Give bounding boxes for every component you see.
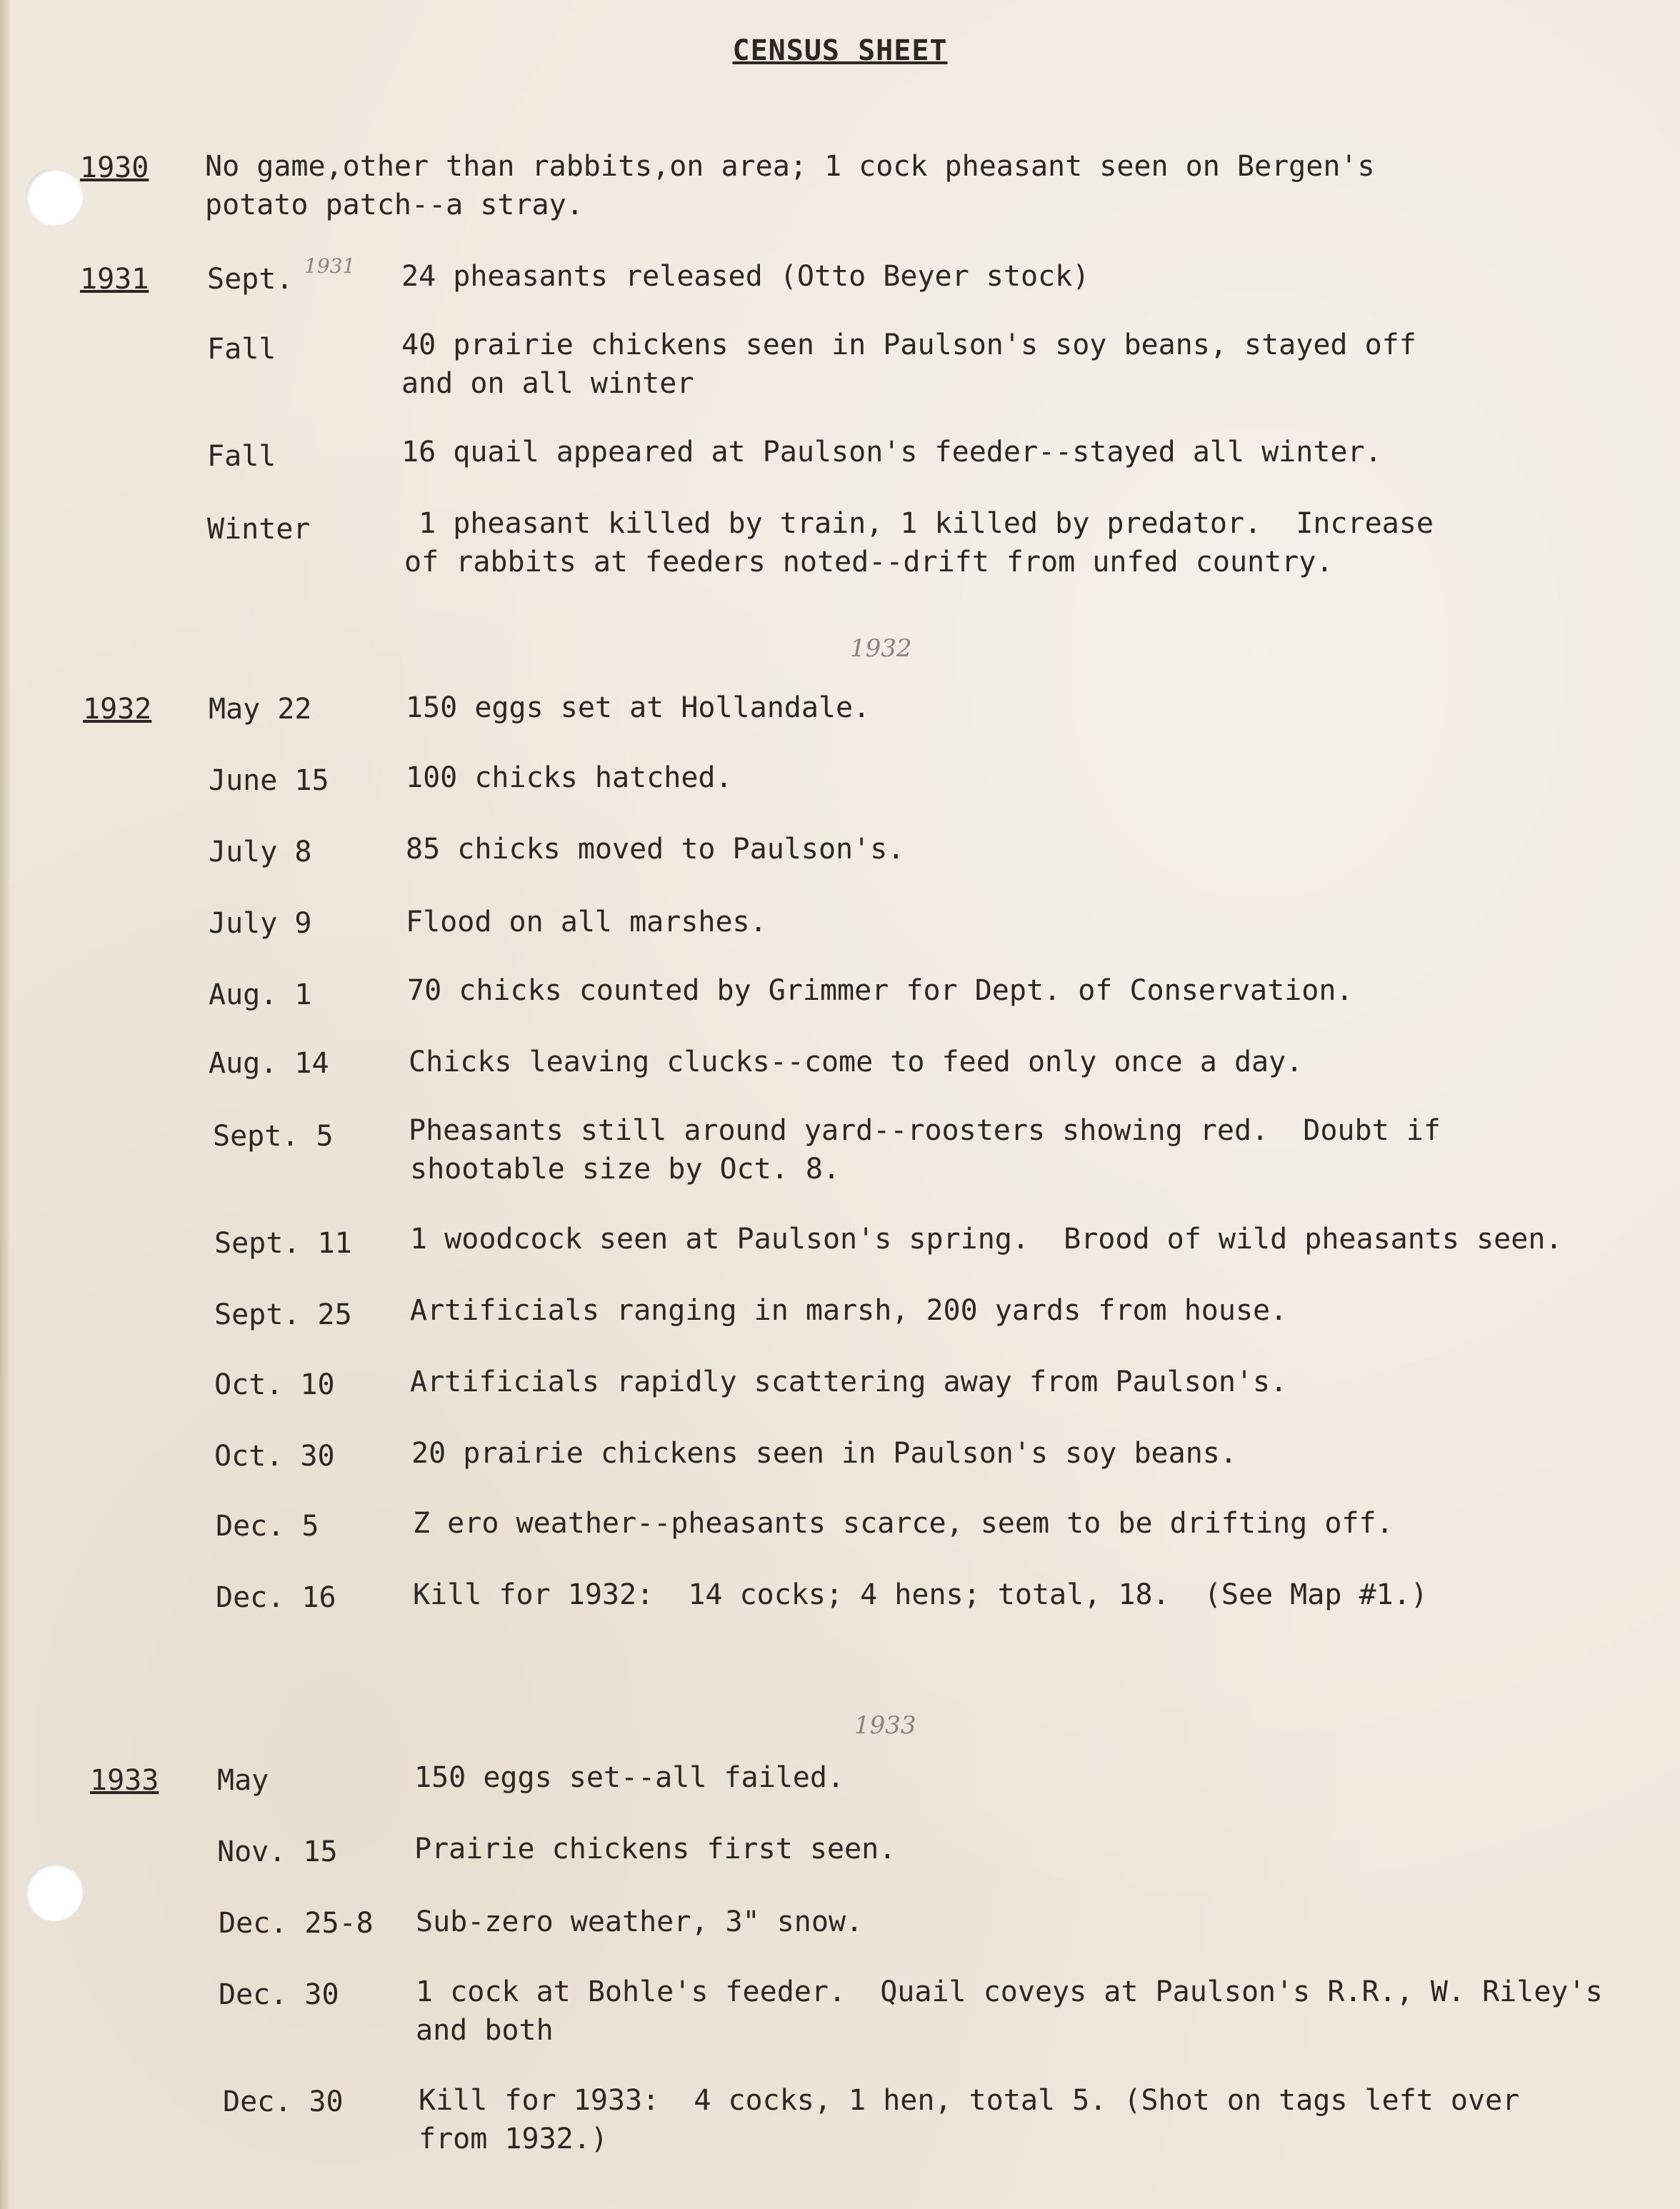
entry-date: May (217, 1764, 269, 1797)
entry-text: 24 pheasants released (Otto Beyer stock) (401, 260, 1090, 293)
entry-date: Oct. 30 (214, 1440, 335, 1473)
entry-text: 70 chicks counted by Grimmer for Dept. of Conservation. (407, 974, 1354, 1007)
entry-text: and on all winter (401, 367, 694, 400)
entry-date: June 15 (209, 764, 329, 797)
entry-text: 16 quail appeared at Paulson's feeder--stayed all winter. (401, 436, 1382, 469)
entry-text: 1 pheasant killed by train, 1 killed by predator. Increase (401, 507, 1434, 540)
entry-date: May 22 (209, 693, 312, 726)
entry-text: Kill for 1933: 4 cocks, 1 hen, total 5. (Shot on tags left over (419, 2084, 1520, 2117)
handwritten-year-note: 1931 (304, 254, 356, 278)
entry-date: July 9 (209, 907, 312, 940)
entry-date: Sept. (207, 263, 294, 296)
entry-date: Fall (207, 440, 276, 473)
intro-line-1: No game,other than rabbits,on area; 1 cock pheasant seen on Bergen's (205, 150, 1375, 183)
entry-text: Pheasants still around yard--roosters showing red. Doubt if (409, 1114, 1441, 1147)
intro-line-2: potato patch--a stray. (205, 189, 584, 221)
entry-text: Kill for 1932: 14 cocks; 4 hens; total, 18. (See Map #1.) (413, 1578, 1428, 1611)
entry-date: Dec. 30 (219, 1978, 339, 2011)
entry-text: 1 cock at Bohle's feeder. Quail coveys at Paulson's R.R., W. Riley's (416, 1975, 1603, 2008)
entry-date: Aug. 1 (209, 978, 312, 1011)
entry-text: Chicks leaving clucks--come to feed only once a day. (409, 1046, 1304, 1078)
punch-hole-bottom (26, 1864, 83, 1921)
entry-date: Dec. 30 (223, 2085, 344, 2118)
year-label-1933: 1933 (90, 1764, 159, 1797)
handwritten-year-note: 1933 (854, 1711, 916, 1740)
paper-left-edge (0, 0, 10, 2209)
year-label-1931: 1931 (80, 263, 149, 296)
entry-date: Oct. 10 (214, 1368, 335, 1401)
year-label-1930: 1930 (80, 151, 149, 184)
entry-text: and both (416, 2014, 554, 2047)
entry-date: Fall (207, 333, 276, 366)
entry-text: Sub-zero weather, 3" snow. (416, 1905, 864, 1938)
entry-date: July 8 (209, 836, 312, 868)
entry-date: Sept. 25 (214, 1298, 352, 1331)
entry-date: Dec. 25-8 (219, 1907, 374, 1940)
entry-text: Flood on all marshes. (406, 906, 767, 938)
entry-text: 150 eggs set--all failed. (414, 1761, 845, 1794)
entry-text: Z ero weather--pheasants scarce, seem to be drifting off. (413, 1507, 1394, 1540)
entry-text: 150 eggs set at Hollandale. (406, 691, 871, 724)
entry-date: Sept. 11 (214, 1227, 352, 1260)
year-label-1932: 1932 (83, 693, 152, 726)
entry-text: Artificials ranging in marsh, 200 yards from house. (410, 1294, 1288, 1327)
entry-text: 100 chicks hatched. (406, 761, 733, 794)
entry-text: 40 prairie chickens seen in Paulson's soy beans, stayed off (401, 329, 1416, 361)
entry-text: of rabbits at feeders noted--drift from unfed country. (404, 546, 1334, 578)
page-title: CENSUS SHEET (732, 34, 948, 67)
punch-hole-top (26, 169, 83, 226)
entry-text: Prairie chickens first seen. (414, 1833, 896, 1865)
entry-date: Dec. 5 (216, 1510, 319, 1543)
entry-text: 1 woodcock seen at Paulson's spring. Brood of wild pheasants seen. (410, 1223, 1563, 1256)
entry-date: Aug. 14 (209, 1047, 329, 1080)
entry-date: Sept. 5 (213, 1120, 334, 1153)
entry-text: 85 chicks moved to Paulson's. (406, 833, 905, 866)
entry-text: from 1932.) (419, 2123, 608, 2155)
entry-text: 20 prairie chickens seen in Paulson's soy beans. (411, 1437, 1237, 1470)
handwritten-year-note: 1932 (850, 634, 912, 663)
entry-date: Winter (207, 513, 311, 546)
entry-text: Artificials rapidly scattering away from Paulson's. (410, 1366, 1288, 1398)
entry-date: Dec. 16 (216, 1581, 336, 1614)
entry-date: Nov. 15 (217, 1835, 338, 1868)
entry-text: shootable size by Oct. 8. (410, 1153, 841, 1186)
